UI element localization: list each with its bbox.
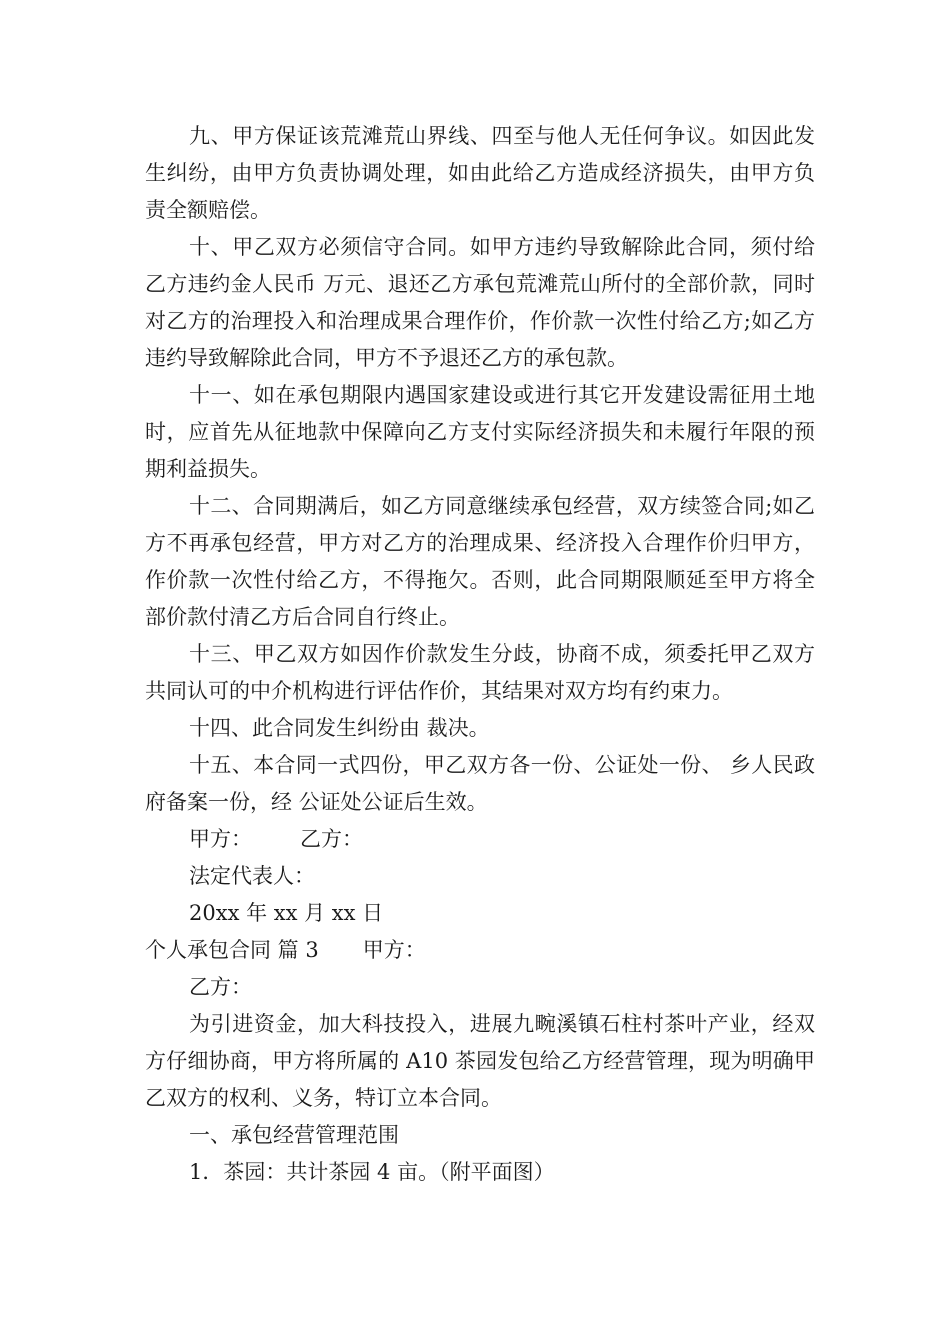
clause-15: 十五、本合同一式四份，甲乙双方各一份、公证处一份、 乡人民政府备案一份，经 公证处公证后生效。 bbox=[145, 753, 815, 814]
section-title: 个人承包合同 篇 3 bbox=[145, 938, 319, 962]
section-party-a: 甲方： bbox=[362, 938, 426, 962]
document-body bbox=[145, 118, 815, 1191]
item-1-1: 1．茶园：共计茶园 4 亩。（附平面图） bbox=[189, 1160, 555, 1184]
item-1-heading: 一、承包经营管理范围 bbox=[189, 1123, 399, 1147]
legal-representative: 法定代表人： bbox=[189, 864, 315, 888]
signature-date: 20xx 年 xx 月 xx 日 bbox=[189, 901, 384, 925]
section-header-line bbox=[145, 932, 815, 969]
contract-intro: 为引进资金，加大科技投入，进展九畹溪镇石柱村茶叶产业，经双方仔细协商，甲方将所属的 A10 茶园发包给乙方经营管理，现为明确甲乙双方的权利、义务，特订立本合同。 bbox=[145, 1012, 815, 1110]
clause-11: 十一、如在承包期限内遇国家建设或进行其它开发建设需征用土地时，应首先从征地款中保障向乙方支付实际经济损失和未履行年限的预期利益损失。 bbox=[145, 383, 815, 481]
clause-14: 十四、此合同发生纠纷由 裁决。 bbox=[189, 716, 490, 740]
signature-line bbox=[145, 821, 815, 858]
signature-party-a: 甲方： bbox=[189, 827, 252, 851]
clause-9: 九、甲方保证该荒滩荒山界线、四至与他人无任何争议。如因此发生纠纷，由甲方负责协调处理，如由此给乙方造成经济损失，由甲方负责全额赔偿。 bbox=[145, 124, 815, 222]
clause-13: 十三、甲乙双方如因作价款发生分歧，协商不成，须委托甲乙双方共同认可的中介机构进行评估作价，其结果对双方均有约束力。 bbox=[145, 642, 815, 703]
clause-10: 十、甲乙双方必须信守合同。如甲方违约导致解除此合同，须付给乙方违约金人民币 万元、退还乙方承包荒滩荒山所付的全部价款，同时对乙方的治理投入和治理成果合理作价，作价款一次性付给乙方;如乙方违约导致解除此合同，甲方不予退还乙方的承包款。 bbox=[145, 235, 815, 370]
section-party-b: 乙方： bbox=[189, 975, 252, 999]
clause-12: 十二、合同期满后，如乙方同意继续承包经营，双方续签合同;如乙方不再承包经营，甲方对乙方的治理成果、经济投入合理作价归甲方，作价款一次性付给乙方，不得拖欠。否则，此合同期限顺延至甲方将全部价款付清乙方后合同自行终止。 bbox=[145, 494, 815, 629]
signature-party-b: 乙方： bbox=[300, 827, 363, 851]
